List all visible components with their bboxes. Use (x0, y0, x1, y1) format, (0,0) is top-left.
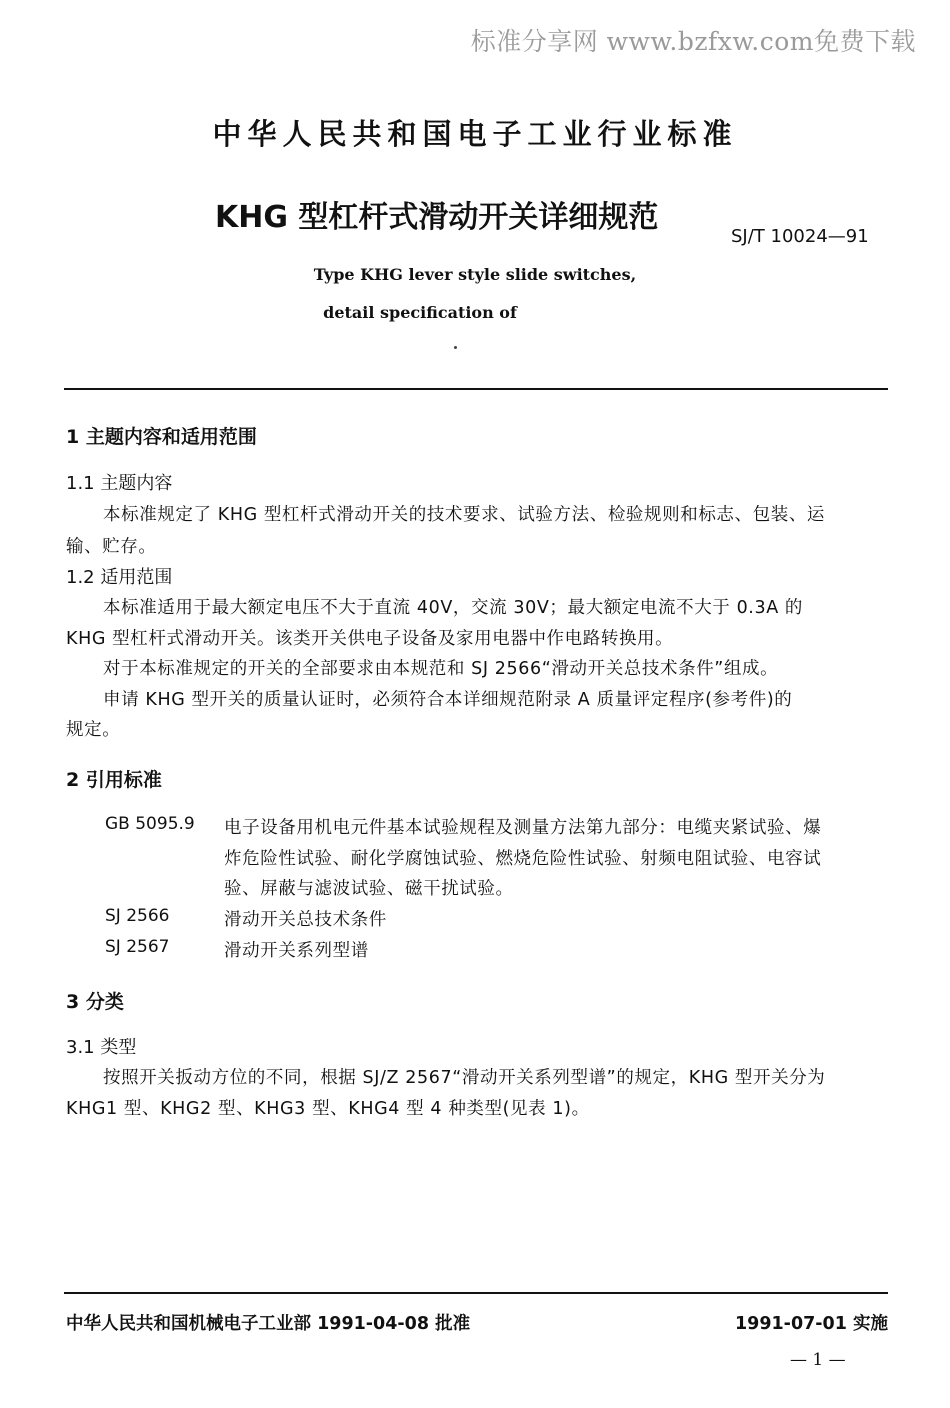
section-3-1-para-line2: KHG1 型、KHG2 型、KHG3 型、KHG4 型 4 种类型(见表 1)。 (66, 1099, 590, 1119)
section-3-heading: 3 分类 (66, 991, 124, 1013)
ref-code-gb5095: GB 5095.9 (105, 814, 195, 834)
ref-desc-gb5095-line2: 炸危险性试验、耐化学腐蚀试验、燃烧危险性试验、射频电阻试验、电容试 (224, 849, 822, 869)
speck (454, 346, 457, 349)
ref-desc-gb5095-line3: 验、屏蔽与滤波试验、磁干扰试验。 (224, 879, 514, 899)
ref-code-sj2566: SJ 2566 (105, 906, 170, 926)
page-number: — 1 — (790, 1350, 846, 1370)
ref-desc-sj2567: 滑动开关系列型谱 (224, 941, 369, 961)
section-1-2-p3-line2: 规定。 (66, 720, 121, 740)
section-1-2-heading: 1.2 适用范围 (66, 567, 173, 588)
header-rule (64, 388, 888, 390)
org-title: 中华人民共和国电子工业行业标准 (212, 117, 738, 151)
section-1-2-p1-line1: 本标准适用于最大额定电压不大于直流 40V，交流 30V；最大额定电流不大于 0.3A 的 (103, 598, 804, 618)
effective-date: 1991-07-01 实施 (734, 1314, 888, 1334)
ref-desc-sj2566: 滑动开关总技术条件 (224, 910, 387, 930)
section-1-2-p1-line2: KHG 型杠杆式滑动开关。该类开关供电子设备及家用电器中作电路转换用。 (66, 629, 674, 649)
section-1-2-p3-line1: 申请 KHG 型开关的质量认证时，必须符合本详细规范附录 A 质量评定程序(参考件)的 (103, 690, 793, 710)
approval-line: 中华人民共和国机械电子工业部 1991-04-08 批准 (66, 1314, 471, 1334)
footer-rule (64, 1292, 888, 1294)
doc-title: KHG 型杠杆式滑动开关详细规范 (215, 200, 659, 235)
section-1-heading: 1 主题内容和适用范围 (66, 426, 257, 448)
section-3-1-para-line1: 按照开关扳动方位的不同，根据 SJ/Z 2567“滑动开关系列型谱”的规定，KHG 型开关分为 (103, 1068, 826, 1088)
watermark: 标准分享网 www.bzfxw.com免费下载 (470, 27, 916, 56)
section-1-1-para-line2: 输、贮存。 (66, 537, 157, 557)
section-3-1-heading: 3.1 类型 (66, 1037, 137, 1058)
section-1-2-p2: 对于本标准规定的开关的全部要求由本规范和 SJ 2566“滑动开关总技术条件”组成。 (103, 659, 779, 679)
english-title-line1: Type KHG lever style slide switches, (313, 265, 637, 284)
section-2-heading: 2 引用标准 (66, 769, 162, 791)
ref-desc-gb5095-line1: 电子设备用机电元件基本试验规程及测量方法第九部分：电缆夹紧试验、爆 (224, 818, 822, 838)
standard-number: SJ/T 10024—91 (731, 226, 869, 247)
english-title-line2: detail specification of (323, 303, 517, 322)
ref-code-sj2567: SJ 2567 (105, 937, 170, 957)
section-1-1-heading: 1.1 主题内容 (66, 473, 173, 494)
section-1-1-para-line1: 本标准规定了 KHG 型杠杆式滑动开关的技术要求、试验方法、检验规则和标志、包装、运 (103, 505, 826, 525)
